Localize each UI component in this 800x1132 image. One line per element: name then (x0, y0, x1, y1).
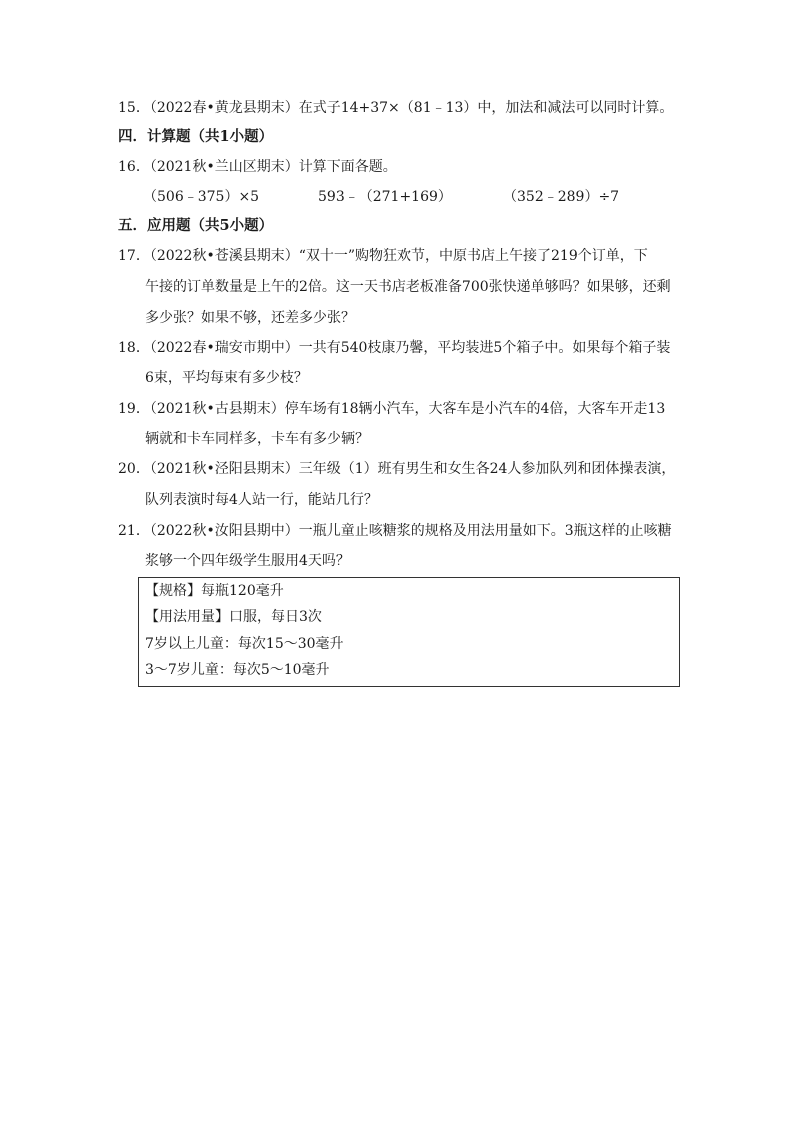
question-17-line-3: 多少张？如果不够，还差多少张？ (145, 310, 355, 326)
syrup-usage-line: 【用法用量】口服，每日3次 (145, 609, 322, 625)
question-20-line-1: 20．（2021秋•泾阳县期末）三年级（1）班有男生和女生各24人参加队列和团体操表演， (118, 461, 676, 477)
question-17-line-2: 午接的订单数量是上午的2倍。这一天书店老板准备700张快递单够吗？如果够，还剩 (145, 279, 671, 295)
section-5-title: 五．应用题（共5小题） (118, 217, 274, 234)
section-4-title: 四．计算题（共1小题） (118, 128, 274, 145)
question-16-expression-2: 593﹣（271+169） (318, 189, 452, 205)
question-15-line-1: 15．（2022春•黄龙县期末）在式子14+37×（81﹣13）中，加法和减法可以同时计算。 (118, 100, 674, 116)
question-18-line-1: 18．（2022春•瑞安市期中）一共有540枝康乃馨，平均装进5个箱子中。如果每个箱子装 (118, 340, 671, 356)
syrup-dose-3-to-7-line: 3～7岁儿童：每次5～10毫升 (145, 662, 330, 678)
question-21-line-2: 浆够一个四年级学生服用4天吗？ (145, 553, 350, 569)
question-18-line-2: 6束，平均每束有多少枝？ (145, 370, 308, 386)
question-17-line-1: 17．（2022秋•苍溪县期末）“双十一”购物狂欢节，中原书店上午接了219个订单，下 (118, 248, 648, 264)
question-16-expression-1: （506﹣375）×5 (143, 189, 260, 205)
question-20-line-2: 队列表演时每4人站一行，能站几行？ (145, 492, 378, 508)
question-19-line-1: 19．（2021秋•古县期末）停车场有18辆小汽车，大客车是小汽车的4倍，大客车开走13 (118, 401, 666, 417)
question-19-line-2: 辆就和卡车同样多，卡车有多少辆？ (145, 431, 369, 447)
question-16-expression-3: （352﹣289）÷7 (503, 189, 620, 205)
syrup-spec-line: 【规格】每瓶120毫升 (145, 583, 284, 599)
syrup-info-box (138, 577, 680, 687)
question-16-line-1: 16．（2021秋•兰山区期末）计算下面各题。 (118, 159, 397, 175)
question-21-line-1: 21．（2022秋•汝阳县期中）一瓶儿童止咳糖浆的规格及用法用量如下。3瓶这样的止咳糖 (118, 523, 672, 539)
syrup-dose-over-7-line: 7岁以上儿童：每次15～30毫升 (145, 636, 344, 652)
